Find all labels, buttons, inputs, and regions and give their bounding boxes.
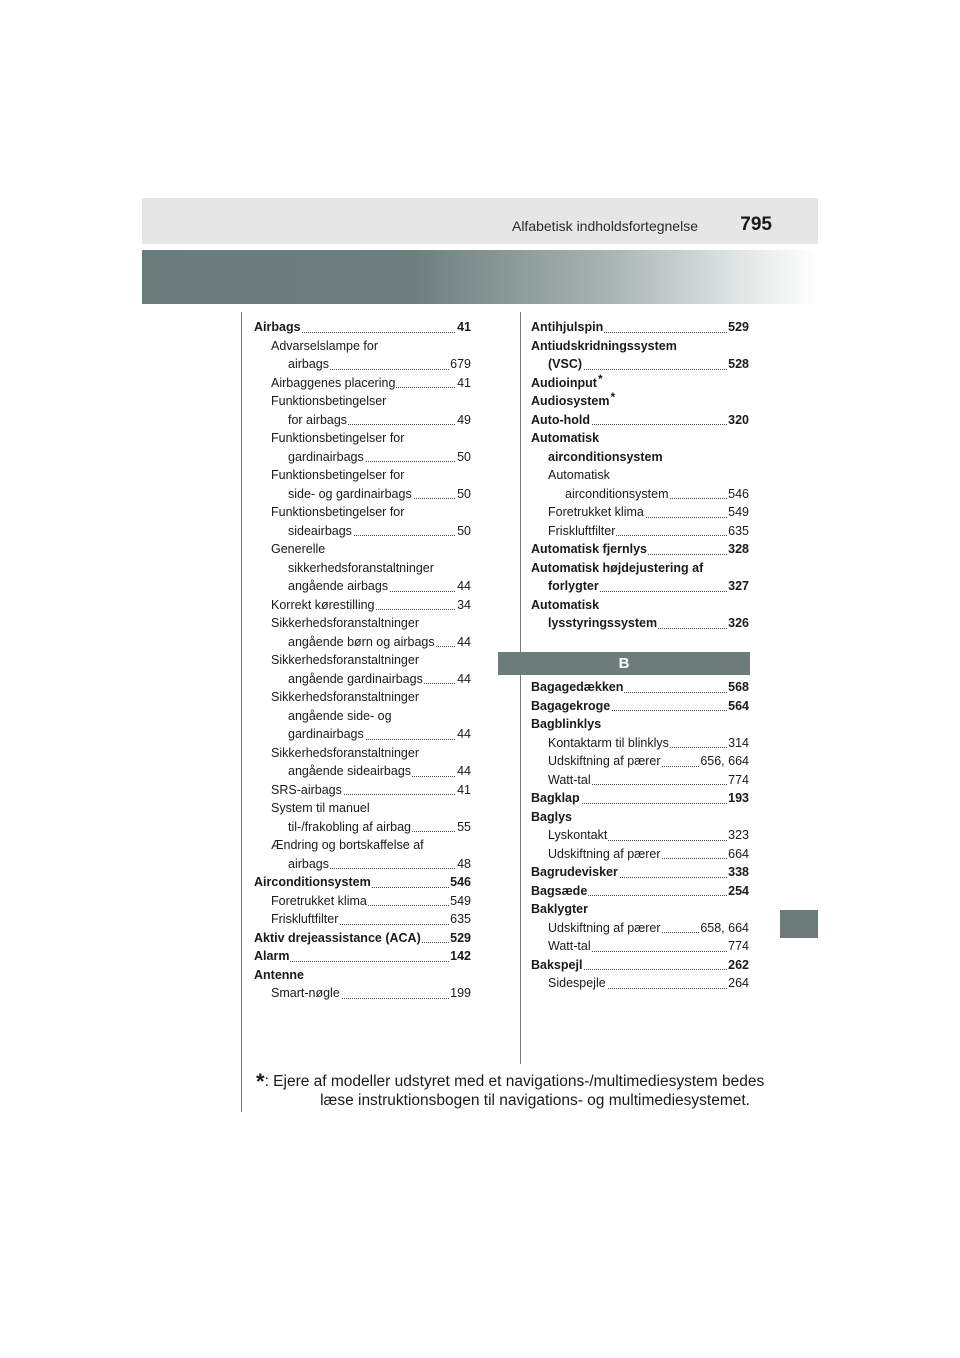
index-entry-page: 546 bbox=[727, 485, 749, 504]
index-entry-page: 546 bbox=[449, 873, 471, 892]
index-entry bbox=[548, 845, 749, 864]
index-entry-page: 142 bbox=[449, 947, 471, 966]
index-entry bbox=[548, 503, 749, 522]
index-entry bbox=[288, 818, 471, 837]
index-entry-text: Smart-nøgle bbox=[271, 986, 340, 1000]
index-entry-text: angående børn og airbags bbox=[288, 634, 435, 649]
index-entry bbox=[271, 374, 471, 393]
index-entry-text: Ændring og bortskaffelse af bbox=[271, 838, 424, 852]
index-entry bbox=[271, 540, 471, 559]
index-entry bbox=[271, 910, 471, 929]
index-entry bbox=[254, 966, 471, 985]
index-entry-page: 55 bbox=[456, 818, 471, 837]
index-entry-page: 323 bbox=[727, 826, 749, 845]
index-entry bbox=[531, 863, 749, 882]
index-entry-text: til-/frakobling af airbag bbox=[288, 819, 411, 834]
index-entry-page: 44 bbox=[456, 577, 471, 596]
index-entry-text: Automatisk bbox=[531, 597, 600, 612]
index-entry-text: for airbags bbox=[288, 412, 348, 427]
index-entry-text: Foretrukket klima bbox=[548, 505, 644, 519]
index-entry-text: Advarselslampe for bbox=[271, 338, 378, 353]
index-entry-text: forlygter bbox=[548, 579, 599, 593]
index-entry-page: 314 bbox=[727, 734, 749, 753]
index-entry-text: Audioinput bbox=[531, 375, 597, 390]
index-entry bbox=[271, 836, 471, 855]
index-entry bbox=[288, 725, 471, 744]
index-entry-page: 528 bbox=[727, 355, 749, 374]
index-entry-text: Friskluftfilter bbox=[548, 523, 616, 538]
index-column-right-a bbox=[531, 318, 749, 633]
index-entry-page: 41 bbox=[456, 374, 471, 393]
index-entry-text: Automatisk fjernlys bbox=[531, 542, 648, 556]
index-entry bbox=[288, 762, 471, 781]
index-entry-page: 262 bbox=[727, 956, 749, 975]
index-entry bbox=[548, 937, 749, 956]
index-entry bbox=[548, 522, 749, 541]
index-entry-text: angående airbags bbox=[288, 579, 389, 593]
index-entry bbox=[531, 882, 749, 901]
index-entry-text: Sidespejle bbox=[548, 976, 606, 990]
index-entry-page: 44 bbox=[456, 725, 471, 744]
index-entry-text: Sikkerhedsforanstaltninger bbox=[271, 653, 419, 667]
index-entry bbox=[548, 466, 749, 485]
index-entry bbox=[271, 614, 471, 633]
index-entry-text: airbags bbox=[288, 357, 329, 371]
index-entry-text: Funktionsbetingelser bbox=[271, 394, 387, 408]
index-entry bbox=[271, 688, 471, 707]
index-entry bbox=[531, 715, 749, 734]
index-entry bbox=[288, 411, 471, 430]
index-entry-text: Bagblinklys bbox=[531, 717, 602, 731]
index-entry-text: Bakspejl bbox=[531, 957, 583, 972]
index-entry bbox=[288, 355, 471, 374]
index-entry-text: gardinairbags bbox=[288, 449, 364, 464]
index-entry-text: Bagagedækken bbox=[531, 680, 624, 694]
index-entry-text: Baklygter bbox=[531, 902, 588, 916]
index-entry bbox=[271, 744, 471, 763]
index-entry-page: 664 bbox=[727, 845, 749, 864]
page-number: 795 bbox=[740, 214, 772, 235]
index-entry-page: 48 bbox=[456, 855, 471, 874]
index-entry-page: 44 bbox=[456, 762, 471, 781]
index-entry-text: Airbaggenes placering bbox=[271, 375, 396, 390]
index-entry bbox=[548, 826, 749, 845]
index-entry-text: Bagsæde bbox=[531, 883, 588, 898]
index-entry-page: 254 bbox=[727, 882, 749, 901]
index-entry bbox=[548, 752, 749, 771]
index-entry-page: 50 bbox=[456, 448, 471, 467]
index-entry bbox=[271, 392, 471, 411]
index-entry-text: lysstyringssystem bbox=[548, 616, 658, 630]
index-entry bbox=[531, 596, 749, 615]
index-entry bbox=[271, 781, 471, 800]
index-entry-page: 49 bbox=[456, 411, 471, 430]
index-entry-text: side- og gardinairbags bbox=[288, 486, 412, 501]
index-entry-text: Automatisk bbox=[531, 431, 600, 445]
index-entry bbox=[271, 337, 471, 356]
index-entry bbox=[548, 577, 749, 596]
index-entry bbox=[288, 577, 471, 596]
footnote-asterisk: * bbox=[597, 371, 603, 386]
index-entry bbox=[271, 429, 471, 448]
index-entry-page: 320 bbox=[727, 411, 749, 430]
footnote-marker: * bbox=[256, 1069, 265, 1094]
index-entry bbox=[271, 596, 471, 615]
index-entry-text: Funktionsbetingelser for bbox=[271, 431, 405, 445]
index-entry bbox=[548, 974, 749, 993]
index-entry-text: Baglys bbox=[531, 809, 572, 824]
index-entry bbox=[288, 559, 471, 578]
index-entry-page: 549 bbox=[727, 503, 749, 522]
index-entry bbox=[288, 448, 471, 467]
index-entry-text: Auto-hold bbox=[531, 412, 591, 427]
index-entry-text: Automatisk højdejustering af bbox=[531, 560, 704, 575]
index-entry-text: Airconditionsystem bbox=[254, 875, 371, 889]
index-entry-page: 50 bbox=[456, 522, 471, 541]
index-entry bbox=[531, 429, 749, 448]
index-entry-page: 635 bbox=[449, 910, 471, 929]
index-entry-text: angående sideairbags bbox=[288, 764, 412, 778]
footnote-asterisk: * bbox=[610, 390, 616, 404]
index-entry bbox=[531, 678, 749, 697]
index-entry bbox=[288, 522, 471, 541]
index-entry-text: airconditionsystem bbox=[565, 486, 669, 501]
index-column-right-b bbox=[531, 678, 749, 993]
index-entry-text: Alarm bbox=[254, 949, 290, 963]
index-entry-text: Udskiftning af pærer bbox=[548, 754, 661, 768]
index-entry-text: Bagklap bbox=[531, 791, 580, 805]
index-entry-page: 635 bbox=[727, 522, 749, 541]
index-entry bbox=[288, 855, 471, 874]
index-entry-page: 529 bbox=[449, 929, 471, 948]
index-entry bbox=[531, 411, 749, 430]
index-entry bbox=[288, 670, 471, 689]
index-entry-page: 564 bbox=[727, 697, 749, 716]
index-entry-text: System til manuel bbox=[271, 801, 370, 815]
index-entry bbox=[548, 771, 749, 790]
index-entry bbox=[531, 559, 749, 578]
index-entry-page: 328 bbox=[727, 540, 749, 559]
index-entry-text: Sikkerhedsforanstaltninger bbox=[271, 745, 419, 760]
index-entry bbox=[531, 697, 749, 716]
index-entry bbox=[548, 734, 749, 753]
index-entry-text: sikkerhedsforanstaltninger bbox=[288, 560, 434, 575]
index-entry bbox=[565, 485, 749, 504]
index-entry bbox=[548, 448, 749, 467]
index-entry-page: 679 bbox=[449, 355, 471, 374]
section-header-b: B bbox=[498, 652, 750, 675]
index-entry-page: 44 bbox=[456, 670, 471, 689]
index-entry-text: SRS-airbags bbox=[271, 782, 342, 797]
index-entry-text: sideairbags bbox=[288, 523, 352, 538]
index-column-left bbox=[254, 318, 471, 1003]
footnote-line-1: : Ejere af modeller udstyret med et navigations-/multimediesystem bedes bbox=[264, 1073, 765, 1090]
index-entry-page: 34 bbox=[456, 596, 471, 615]
index-entry-text: Antihjulspin bbox=[531, 320, 604, 334]
index-entry bbox=[548, 614, 749, 633]
index-entry bbox=[531, 318, 749, 337]
footnote bbox=[256, 1066, 765, 1110]
index-entry-text: Funktionsbetingelser for bbox=[271, 505, 405, 519]
index-entry bbox=[548, 355, 749, 374]
index-entry-text: Sikkerhedsforanstaltninger bbox=[271, 616, 419, 630]
index-entry-text: Automatisk bbox=[548, 468, 610, 482]
index-entry-text: angående side- og bbox=[288, 708, 392, 723]
index-entry-page: 549 bbox=[449, 892, 471, 911]
index-entry-text: Audiosystem bbox=[531, 394, 610, 408]
index-entry-text: Antenne bbox=[254, 967, 304, 982]
left-rule bbox=[241, 312, 242, 1112]
index-entry-text: Funktionsbetingelser for bbox=[271, 468, 405, 482]
index-entry bbox=[254, 947, 471, 966]
index-entry-text: Bagagekroge bbox=[531, 698, 611, 713]
index-entry bbox=[271, 503, 471, 522]
index-entry bbox=[531, 956, 749, 975]
index-entry-text: Watt-tal bbox=[548, 939, 591, 953]
index-entry-page: 44 bbox=[456, 633, 471, 652]
index-entry-page: 41 bbox=[456, 318, 471, 337]
index-entry-text: Korrekt kørestilling bbox=[271, 597, 375, 612]
index-entry-text: Bagrudevisker bbox=[531, 865, 618, 879]
index-entry bbox=[548, 919, 749, 938]
index-entry-text: gardinairbags bbox=[288, 727, 364, 741]
index-entry-page: 338 bbox=[727, 863, 749, 882]
index-entry-text: Kontaktarm til blinklys bbox=[548, 735, 669, 750]
index-entry bbox=[271, 892, 471, 911]
index-entry-page: 656, 664 bbox=[699, 752, 749, 771]
index-entry-text: Udskiftning af pærer bbox=[548, 846, 661, 861]
index-entry-page: 327 bbox=[727, 577, 749, 596]
index-entry-text: Foretrukket klima bbox=[271, 893, 367, 908]
index-entry-text: Generelle bbox=[271, 542, 326, 556]
index-entry-text: Lyskontakt bbox=[548, 828, 608, 842]
index-entry bbox=[254, 929, 471, 948]
index-entry-text: airbags bbox=[288, 856, 329, 871]
index-entry bbox=[254, 873, 471, 892]
index-entry bbox=[531, 337, 749, 356]
index-entry-text: Airbags bbox=[254, 320, 301, 334]
index-entry-text: airconditionsystem bbox=[548, 449, 663, 464]
index-entry-text: Watt-tal bbox=[548, 772, 591, 787]
index-entry bbox=[531, 371, 749, 393]
index-entry-page: 50 bbox=[456, 485, 471, 504]
index-entry bbox=[531, 789, 749, 808]
page-header bbox=[142, 198, 818, 244]
index-entry-page: 264 bbox=[727, 974, 749, 993]
index-entry-page: 41 bbox=[456, 781, 471, 800]
index-entry bbox=[271, 984, 471, 1003]
index-entry-page: 658, 664 bbox=[699, 919, 749, 938]
index-entry-page: 774 bbox=[727, 771, 749, 790]
index-entry bbox=[254, 318, 471, 337]
index-entry-text: Sikkerhedsforanstaltninger bbox=[271, 690, 419, 704]
index-entry-page: 193 bbox=[727, 789, 749, 808]
index-entry-page: 326 bbox=[727, 614, 749, 633]
index-entry-text: Friskluftfilter bbox=[271, 912, 339, 926]
header-title: Alfabetisk indholdsfortegnelse bbox=[511, 218, 698, 234]
index-entry bbox=[531, 900, 749, 919]
index-entry-text: Antiudskridningssystem bbox=[531, 338, 677, 353]
index-entry bbox=[531, 540, 749, 559]
index-entry bbox=[271, 651, 471, 670]
index-entry-page: 774 bbox=[727, 937, 749, 956]
index-entry-text: angående gardinairbags bbox=[288, 671, 423, 686]
index-entry-page: 199 bbox=[449, 984, 471, 1003]
middle-rule bbox=[520, 312, 521, 1064]
index-entry bbox=[288, 633, 471, 652]
footnote-line-2: læse instruktionsbogen til navigations- og multimediesystemet. bbox=[320, 1092, 750, 1109]
index-entry bbox=[531, 808, 749, 827]
index-entry bbox=[288, 485, 471, 504]
index-entry-text: Udskiftning af pærer bbox=[548, 920, 661, 935]
index-entry-page: 529 bbox=[727, 318, 749, 337]
index-entry bbox=[271, 799, 471, 818]
index-entry-text: Aktiv drejeassistance (ACA) bbox=[254, 930, 421, 945]
index-side-tab bbox=[780, 910, 818, 938]
index-entry bbox=[271, 466, 471, 485]
index-entry-page: 568 bbox=[727, 678, 749, 697]
index-entry-text: (VSC) bbox=[548, 357, 583, 371]
index-entry bbox=[288, 707, 471, 726]
chapter-band bbox=[142, 250, 818, 304]
index-entry bbox=[531, 392, 749, 411]
